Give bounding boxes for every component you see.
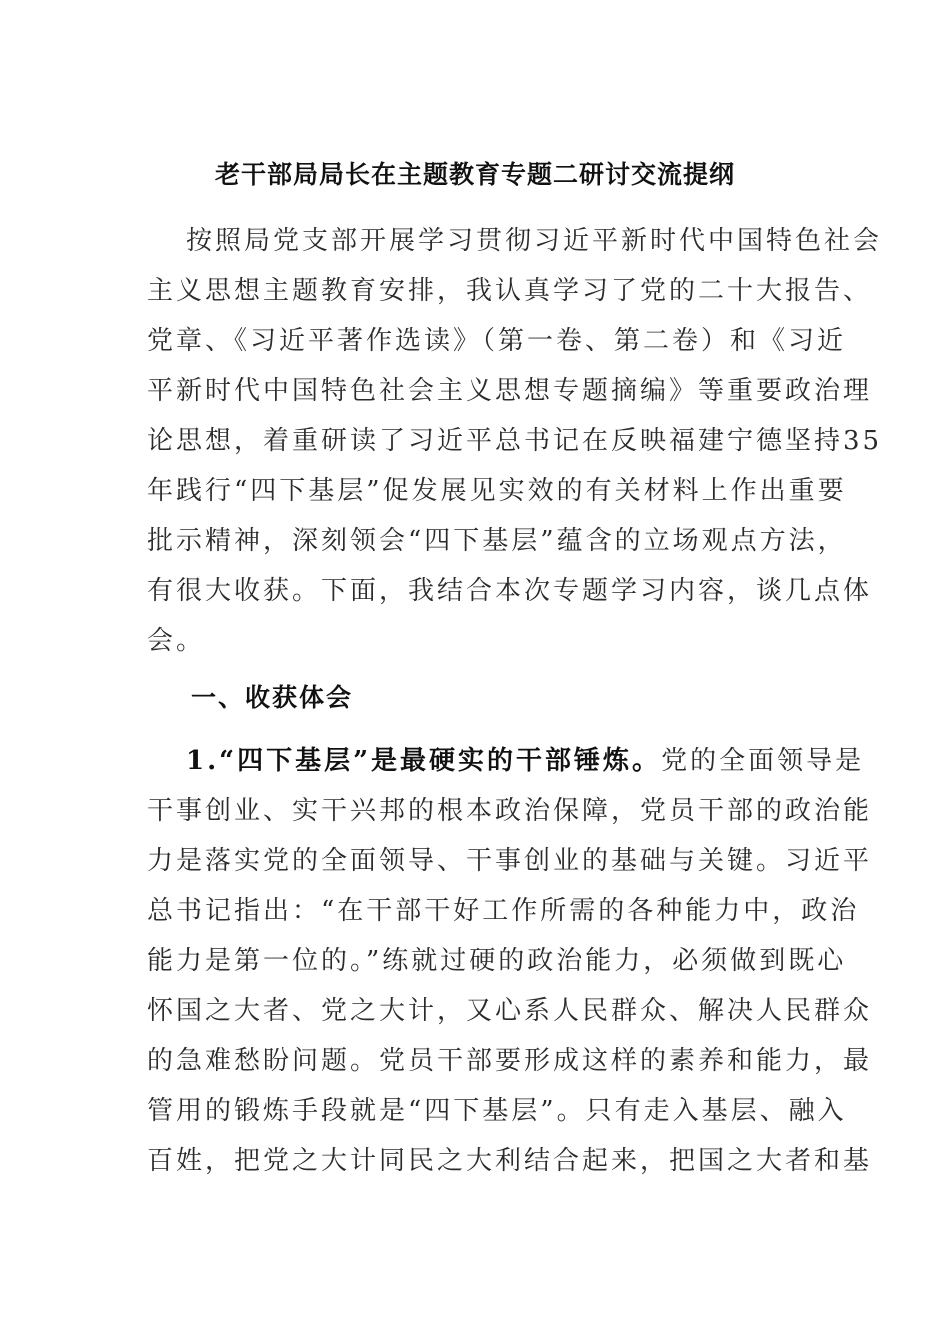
document-title: 老干部局局长在主题教育专题二研讨交流提纲 [214,160,735,189]
point1-first-line-rest: 党的全面领导是 [661,746,865,776]
intro-line-6: 年践行“四下基层”促发展见实效的有关材料上作出重要 [147,476,847,506]
section-heading: 一、收获体会 [191,683,354,712]
intro-line-4: 平新时代中国特色社会主义思想专题摘编》等重要政治理 [147,376,873,406]
intro-line-1: 按照局党支部开展学习贯彻习近平新时代中国特色社会 [186,226,883,256]
point1-line-3: 力是落实党的全面领导、干事创业的基础与关键。习近平 [147,846,873,876]
intro-line-3: 党章、《习近平著作选读》（第一卷、第二卷）和《习近 [147,326,847,356]
point1-line-8: 管用的锻炼手段就是“四下基层”。只有走入基层、融入 [147,1096,847,1126]
intro-line-5: 论思想，着重研读了习近平总书记在反映福建宁德坚持35 [147,426,883,456]
point1-line-4: 总书记指出：“在干部干好工作所需的各种能力中，政治 [147,896,860,926]
point1-line-1 [186,741,865,781]
intro-line-7: 批示精神，深刻领会“四下基层”蕴含的立场观点方法， [147,526,847,556]
point1-line-5: 能力是第一位的。”练就过硬的政治能力，必须做到既心 [147,946,847,976]
point1-line-6: 怀国之大者、党之大计，又心系人民群众、解决人民群众 [147,996,873,1026]
intro-line-9: 会。 [147,626,206,656]
intro-line-8: 有很大收获。下面，我结合本次专题学习内容，谈几点体 [147,576,873,606]
point1-bold-lead: 1.“四下基层”是最硬实的干部锤炼。 [186,746,662,776]
point1-line-7: 的急难愁盼问题。党员干部要形成这样的素养和能力，最 [147,1046,873,1076]
intro-line-2: 主义思想主题教育安排，我认真学习了党的二十大报告、 [147,276,873,306]
point1-line-2: 干事创业、实干兴邦的根本政治保障，党员干部的政治能 [147,796,873,826]
point1-line-9: 百姓，把党之大计同民之大利结合起来，把国之大者和基 [147,1146,873,1176]
